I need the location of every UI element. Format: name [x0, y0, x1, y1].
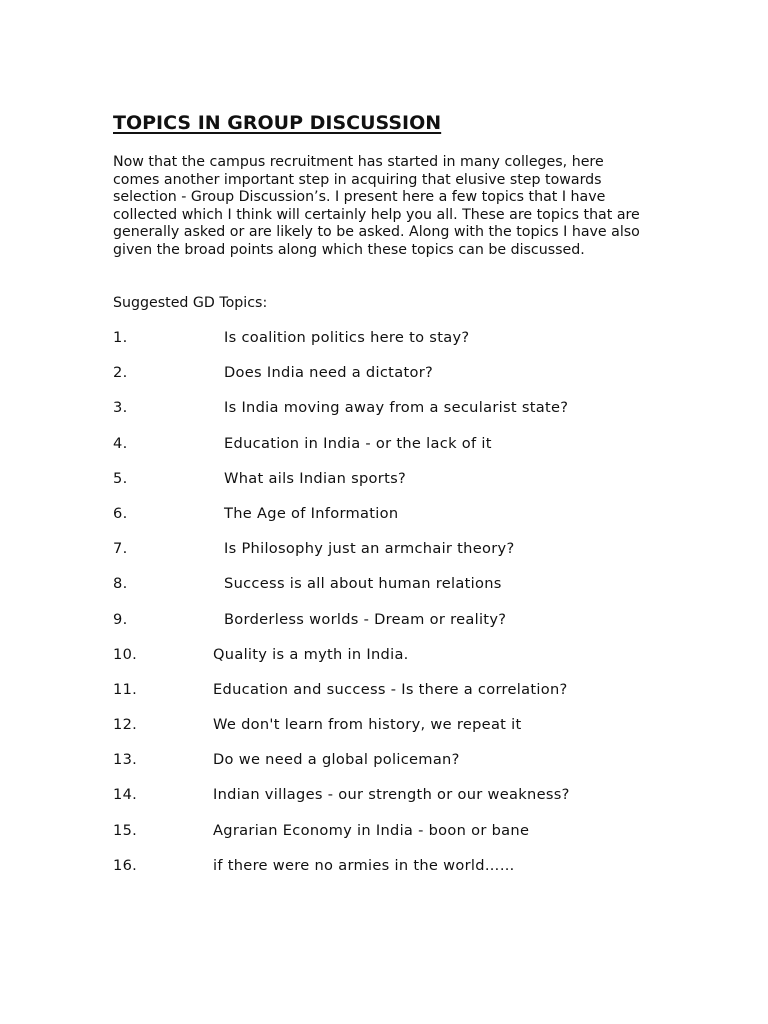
topic-text: The Age of Information — [224, 504, 399, 522]
topic-number: 7. — [113, 540, 128, 558]
topic-number: 10. — [113, 645, 138, 663]
topic-number: 5. — [113, 469, 128, 487]
topic-number: 14. — [113, 786, 138, 804]
topic-number: 1. — [113, 329, 128, 346]
topic-number: 8. — [113, 575, 128, 593]
topic-text: Education in India - or the lack of it — [224, 434, 492, 452]
topics-subheading: Suggested GD Topics: — [113, 295, 268, 311]
topic-text: Is India moving away from a secularist state? — [224, 399, 569, 417]
topic-text: Is Philosophy just an armchair theory? — [224, 540, 515, 558]
topic-number: 9. — [113, 610, 128, 628]
topic-number: 3. — [113, 399, 128, 417]
topic-number: 2. — [113, 364, 128, 382]
topic-number: 12. — [113, 716, 138, 734]
topic-text: Borderless worlds - Dream or reality? — [224, 610, 507, 628]
topic-number: 13. — [113, 751, 138, 769]
topic-number: 6. — [113, 504, 128, 522]
topic-text: Quality is a myth in India. — [213, 645, 409, 663]
topic-text: What ails Indian sports? — [224, 469, 407, 487]
topic-number: 11. — [113, 680, 138, 698]
topic-text: Success is all about human relations — [224, 575, 502, 593]
intro-paragraph: Now that the campus recruitment has started in many colleges, here comes another important step in acquiring that elusive step towards selection - Group Discussion’s. I present here a few topics that I have collected which I think will certainly help you all. These are topics that are generally asked or are likely to be asked. Along with the topics I have also given the broad points along which these topics can be discussed. — [113, 154, 640, 258]
topic-text: Do we need a global policeman? — [213, 751, 460, 769]
topic-text: Agrarian Economy in India - boon or bane — [213, 821, 530, 839]
topic-number: 16. — [113, 856, 138, 874]
page-title: TOPICS IN GROUP DISCUSSION — [113, 112, 442, 134]
topic-number: 4. — [113, 434, 128, 452]
topic-text: Is coalition politics here to stay? — [224, 329, 470, 346]
topic-text: if there were no armies in the world…… — [213, 856, 515, 874]
topic-number: 15. — [113, 821, 138, 839]
topic-text: We don't learn from history, we repeat it — [213, 716, 522, 734]
topic-text: Does India need a dictator? — [224, 364, 434, 382]
topic-text: Indian villages - our strength or our weakness? — [213, 786, 570, 804]
topic-text: Education and success - Is there a correlation? — [213, 680, 568, 698]
